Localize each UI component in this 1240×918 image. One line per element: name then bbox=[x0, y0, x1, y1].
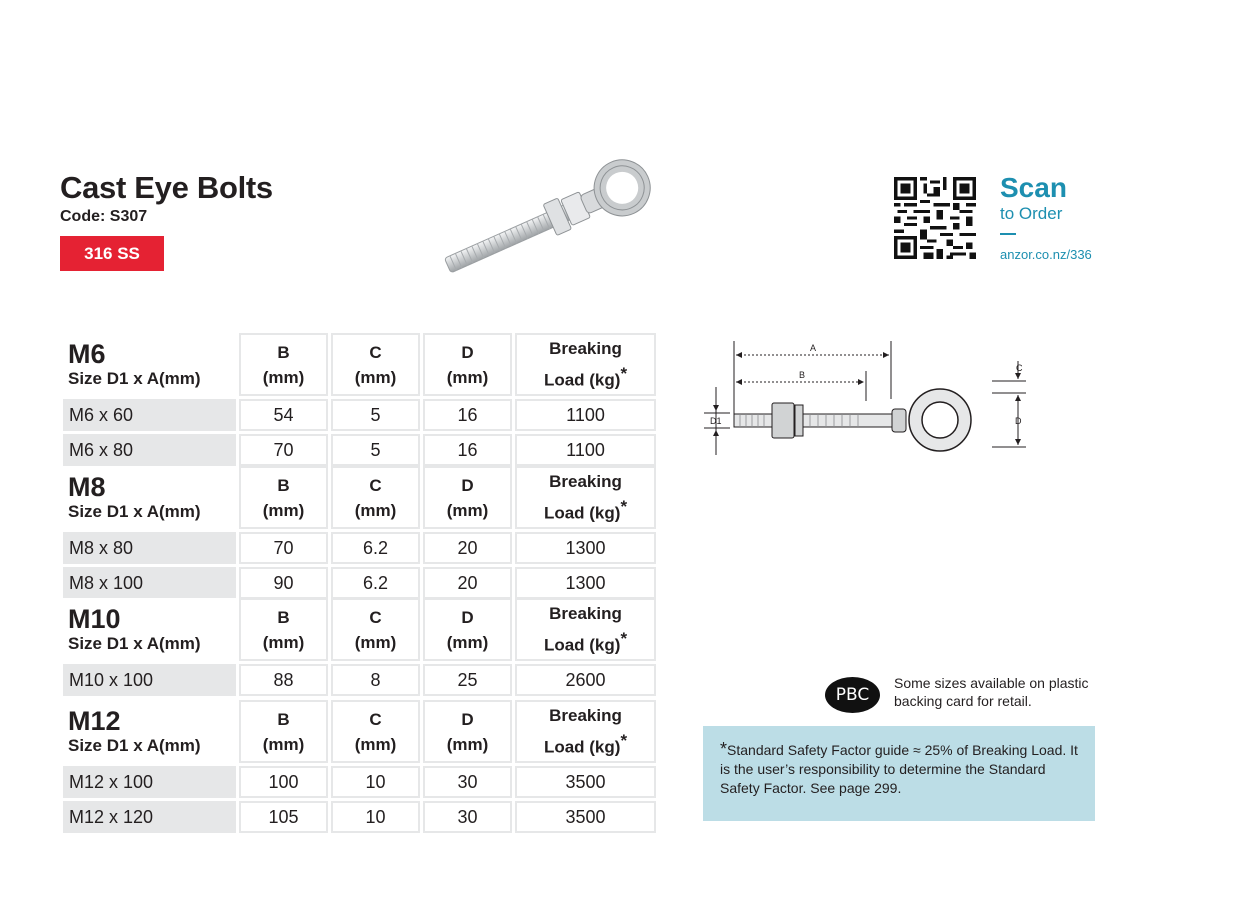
col-d-header: D (mm) bbox=[423, 466, 512, 529]
scan-to-order[interactable] bbox=[1000, 171, 1092, 262]
cell-b: 54 bbox=[239, 399, 328, 431]
col-b-header: B (mm) bbox=[239, 333, 328, 396]
scan-dash bbox=[1000, 233, 1016, 235]
cell-load: 1300 bbox=[515, 532, 656, 564]
dim-label-b: B bbox=[799, 370, 806, 380]
page-title: Cast Eye Bolts bbox=[60, 170, 273, 205]
cell-b: 105 bbox=[239, 801, 328, 833]
col-c-header: C (mm) bbox=[331, 700, 420, 763]
cell-d: 16 bbox=[423, 399, 512, 431]
table-row bbox=[63, 399, 656, 431]
size-label: Size D1 x A(mm) bbox=[68, 501, 201, 521]
cell-b: 70 bbox=[239, 532, 328, 564]
dim-label-d1: D1 bbox=[710, 416, 722, 426]
size-header bbox=[63, 466, 236, 529]
row-label: M10 x 100 bbox=[63, 664, 236, 696]
cell-load: 3500 bbox=[515, 801, 656, 833]
spec-table-m10 bbox=[60, 595, 659, 699]
cell-b: 88 bbox=[239, 664, 328, 696]
col-load-header: Breaking Load (kg)* bbox=[515, 700, 656, 763]
row-label: M12 x 120 bbox=[63, 801, 236, 833]
size-title: M12 bbox=[68, 705, 121, 736]
table-row bbox=[63, 434, 656, 466]
dim-label-d: D bbox=[1015, 416, 1022, 426]
cell-load: 1300 bbox=[515, 567, 656, 599]
spec-table-m6 bbox=[60, 330, 659, 469]
spec-table-m8 bbox=[60, 463, 659, 602]
col-d-header: D (mm) bbox=[423, 598, 512, 661]
col-b-header: B (mm) bbox=[239, 598, 328, 661]
dimension-diagram bbox=[700, 335, 1040, 460]
size-label: Size D1 x A(mm) bbox=[68, 735, 201, 755]
col-d-header: D (mm) bbox=[423, 700, 512, 763]
size-label: Size D1 x A(mm) bbox=[68, 368, 201, 388]
size-header bbox=[63, 700, 236, 763]
row-label: M12 x 100 bbox=[63, 766, 236, 798]
col-c-header: C (mm) bbox=[331, 333, 420, 396]
scan-subtitle: to Order bbox=[1000, 204, 1063, 223]
cell-load: 2600 bbox=[515, 664, 656, 696]
cell-b: 70 bbox=[239, 434, 328, 466]
cell-d: 30 bbox=[423, 801, 512, 833]
cell-load: 1100 bbox=[515, 399, 656, 431]
cell-c: 10 bbox=[331, 801, 420, 833]
table-row bbox=[63, 801, 656, 833]
size-header bbox=[63, 598, 236, 661]
size-title: M10 bbox=[68, 603, 121, 634]
row-label: M8 x 80 bbox=[63, 532, 236, 564]
spec-table-m12 bbox=[60, 697, 659, 836]
safety-text: Standard Safety Factor guide ≈ 25% of Breaking Load. It is the user’s responsibility to determine the Standard Safety Factor. See page 299. bbox=[720, 742, 1078, 796]
col-b-header: B (mm) bbox=[239, 700, 328, 763]
table-row bbox=[63, 532, 656, 564]
product-code: Code: S307 bbox=[60, 208, 148, 225]
cell-c: 5 bbox=[331, 399, 420, 431]
col-d-header: D (mm) bbox=[423, 333, 512, 396]
scan-title: Scan bbox=[1000, 172, 1067, 203]
cell-c: 6.2 bbox=[331, 567, 420, 599]
col-load-header: Breaking Load (kg)* bbox=[515, 598, 656, 661]
col-c-header: C (mm) bbox=[331, 466, 420, 529]
cell-d: 30 bbox=[423, 766, 512, 798]
cell-c: 6.2 bbox=[331, 532, 420, 564]
safety-asterisk: * bbox=[720, 739, 728, 759]
qr-code[interactable] bbox=[894, 177, 976, 259]
cell-d: 25 bbox=[423, 664, 512, 696]
table-row bbox=[63, 766, 656, 798]
cell-load: 1100 bbox=[515, 434, 656, 466]
col-load-header: Breaking Load (kg)* bbox=[515, 466, 656, 529]
size-title: M6 bbox=[68, 338, 106, 369]
cell-b: 90 bbox=[239, 567, 328, 599]
pbc-badge: PBC bbox=[825, 677, 880, 713]
scan-url-link[interactable]: anzor.co.nz/336 bbox=[1000, 247, 1092, 262]
pbc-note: Some sizes available on plastic backing card for retail. bbox=[894, 675, 1089, 709]
size-title: M8 bbox=[68, 471, 106, 502]
safety-note-box bbox=[703, 726, 1095, 821]
cell-d: 20 bbox=[423, 567, 512, 599]
cell-c: 5 bbox=[331, 434, 420, 466]
cell-load: 3500 bbox=[515, 766, 656, 798]
col-b-header: B (mm) bbox=[239, 466, 328, 529]
material-badge: 316 SS bbox=[60, 236, 164, 271]
dim-label-a: A bbox=[810, 343, 817, 353]
col-c-header: C (mm) bbox=[331, 598, 420, 661]
cell-c: 8 bbox=[331, 664, 420, 696]
cell-d: 20 bbox=[423, 532, 512, 564]
size-label: Size D1 x A(mm) bbox=[68, 633, 201, 653]
size-header bbox=[63, 333, 236, 396]
cell-c: 10 bbox=[331, 766, 420, 798]
row-label: M8 x 100 bbox=[63, 567, 236, 599]
col-load-header: Breaking Load (kg)* bbox=[515, 333, 656, 396]
table-row bbox=[63, 664, 656, 696]
row-label: M6 x 60 bbox=[63, 399, 236, 431]
cell-b: 100 bbox=[239, 766, 328, 798]
eye-bolt-illustration bbox=[432, 150, 668, 285]
dim-label-c: C bbox=[1016, 363, 1023, 373]
row-label: M6 x 80 bbox=[63, 434, 236, 466]
cell-d: 16 bbox=[423, 434, 512, 466]
